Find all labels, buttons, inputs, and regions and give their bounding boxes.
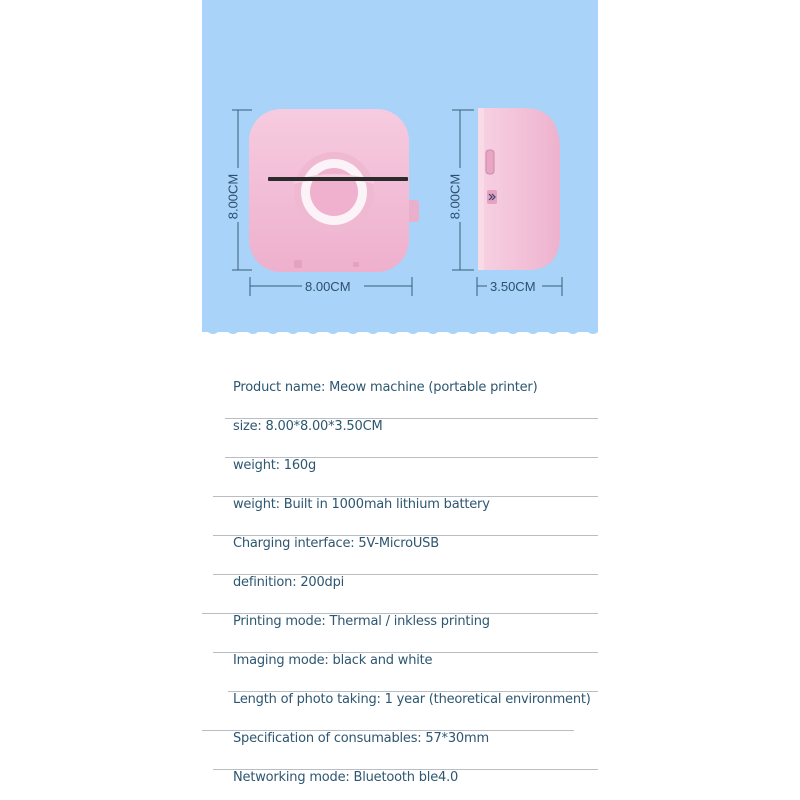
spec-row <box>0 526 800 565</box>
spec-row <box>0 370 800 409</box>
spec-value: Meow machine (portable printer) <box>329 380 538 395</box>
spec-value: 57*30mm <box>425 731 489 746</box>
printer-side-view <box>478 108 560 270</box>
spec-label: Printing mode: <box>233 614 330 629</box>
printer-illustration <box>202 0 598 332</box>
hero-wavy-edge <box>202 326 598 338</box>
product-image-panel <box>202 0 598 332</box>
spec-text <box>233 497 490 512</box>
spec-label: Imaging mode: <box>233 653 333 668</box>
spec-value: 160g <box>283 458 317 473</box>
spec-text <box>233 419 382 434</box>
spec-label: weight: <box>233 497 284 512</box>
spec-text <box>233 692 591 707</box>
spec-text <box>233 653 432 668</box>
spec-row <box>0 604 800 643</box>
spec-row <box>0 448 800 487</box>
spec-text <box>233 575 344 590</box>
spec-row <box>0 643 800 682</box>
spec-text <box>233 458 316 473</box>
spec-label: definition: <box>233 575 301 590</box>
spec-label: Networking mode: <box>233 770 354 785</box>
spec-row <box>0 409 800 448</box>
spec-value: 1 year (theoretical environment) <box>384 692 591 707</box>
spec-value: 8.00*8.00*3.50CM <box>265 419 383 434</box>
spec-text <box>233 770 458 785</box>
spec-label: Specification of consumables: <box>233 731 426 746</box>
front-width-label: 8.00CM <box>305 279 351 294</box>
spec-row <box>0 760 800 799</box>
spec-text <box>233 731 489 746</box>
side-depth-label: 3.50CM <box>490 279 536 294</box>
spec-text <box>233 614 490 629</box>
spec-label: weight: <box>233 458 284 473</box>
spec-label: Product name: <box>233 380 330 395</box>
spec-value: Thermal / inkless printing <box>329 614 490 629</box>
front-height-label: 8.00CM <box>225 173 241 220</box>
spec-value: black and white <box>332 653 433 668</box>
printer-front-view <box>249 109 419 272</box>
spec-row <box>0 721 800 760</box>
spec-label: size: <box>233 419 266 434</box>
spec-label: Charging interface: <box>233 536 359 551</box>
spec-value: Bluetooth ble4.0 <box>353 770 459 785</box>
spec-row <box>0 682 800 721</box>
spec-text <box>233 536 439 551</box>
spec-value: 200dpi <box>300 575 345 590</box>
side-height-label: 8.00CM <box>447 173 463 220</box>
spec-label: Length of photo taking: <box>233 692 385 707</box>
spec-value: Built in 1000mah lithium battery <box>283 497 490 512</box>
spec-row <box>0 565 800 604</box>
spec-text <box>233 380 537 395</box>
spec-row <box>0 487 800 526</box>
spec-value: 5V-MicroUSB <box>358 536 439 551</box>
